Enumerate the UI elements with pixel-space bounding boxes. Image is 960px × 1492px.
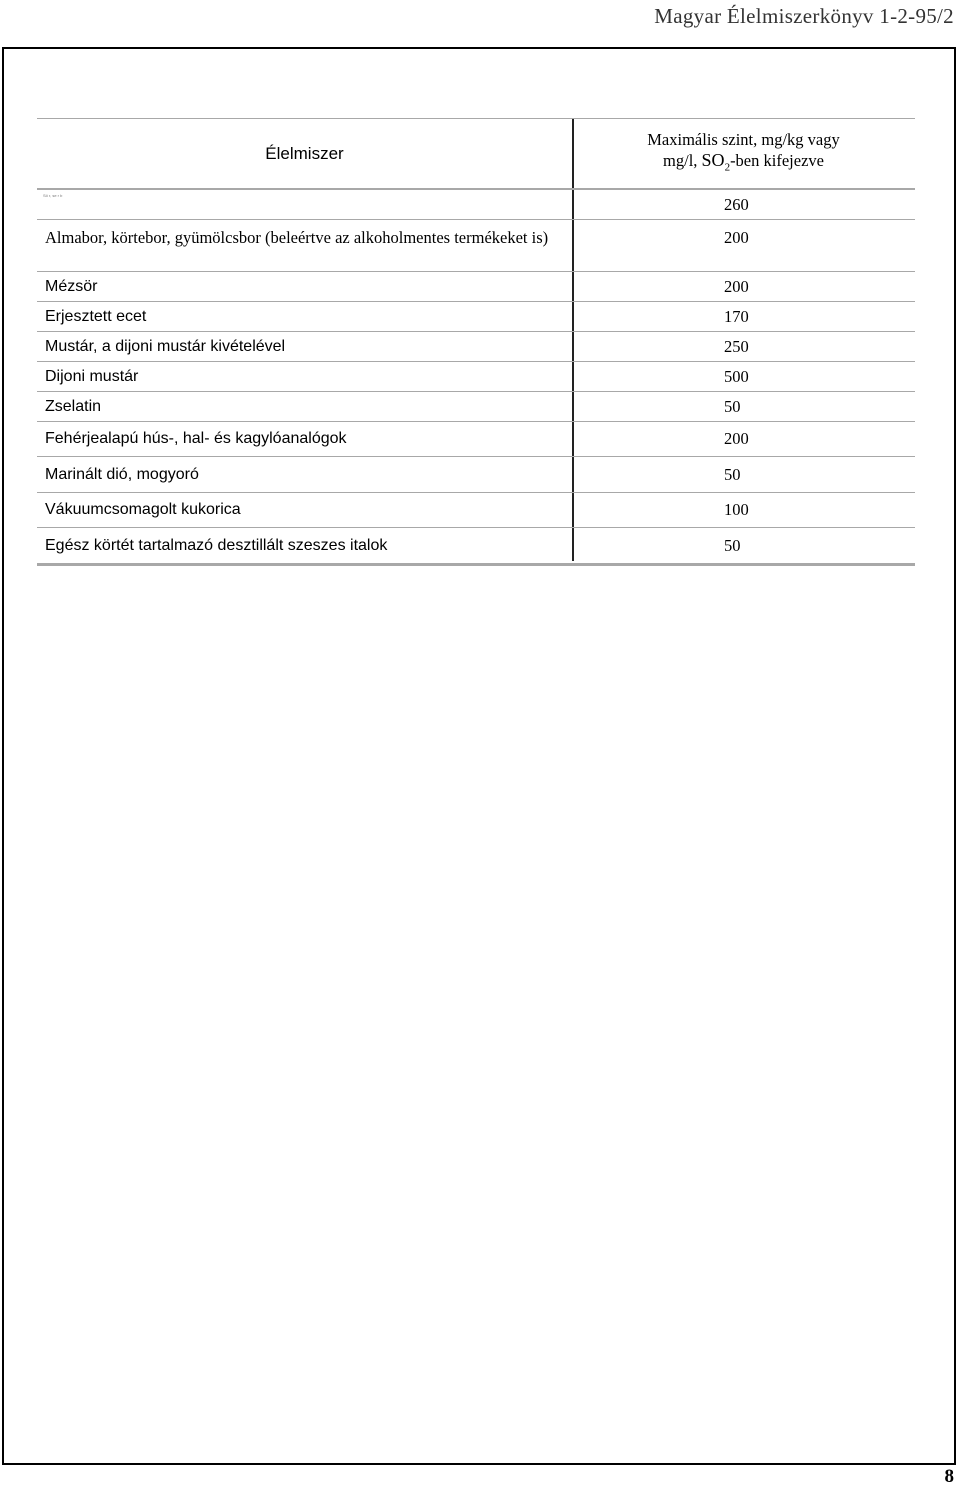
table-row — [37, 422, 915, 457]
header-max-level-prefix: mg/l, — [663, 150, 702, 170]
row-value: 250 — [724, 336, 749, 356]
header-so-subscript: 2 — [724, 161, 731, 174]
header-max-level-line1: Maximális szint, mg/kg vagy — [647, 129, 840, 149]
table-row — [37, 457, 915, 493]
row-food: Egész körtét tartalmazó desztillált szeszes italok — [45, 536, 388, 554]
table-header-row — [37, 118, 915, 190]
faint-label: Sö r, se r b — [43, 193, 63, 198]
row-food: Almabor, körtebor, gyümölcsbor (beleértve az alkoholmentes termékeket is) — [45, 228, 549, 247]
table-row — [37, 528, 915, 566]
table-row — [37, 302, 915, 332]
row-value: 200 — [724, 228, 749, 247]
row-value: 50 — [724, 396, 741, 416]
row-food: Erjesztett ecet — [45, 307, 147, 325]
page-number: 8 — [944, 1466, 954, 1487]
row-value: 260 — [724, 194, 749, 214]
row-value: 200 — [724, 276, 749, 296]
row-value: 500 — [724, 366, 749, 386]
row-food: Zselatin — [45, 397, 102, 415]
row-food: Fehérjealapú hús-, hal- és kagylóanalógok — [45, 430, 347, 447]
table-row — [37, 362, 915, 392]
row-value: 50 — [724, 535, 741, 555]
row-food: Vákuumcsomagolt kukorica — [45, 501, 241, 518]
header-so: SO — [701, 149, 725, 170]
table-row — [37, 272, 915, 302]
header-food: Élelmiszer — [265, 143, 344, 163]
page-header-title: Magyar Élelmiszerkönyv 1-2-95/2 — [654, 4, 954, 28]
table-row — [37, 220, 915, 272]
row-value: 100 — [724, 500, 749, 519]
row-food: Dijoni mustár — [45, 367, 139, 385]
row-food: Mustár, a dijoni mustár kivételével — [45, 337, 286, 355]
additive-limits-table — [37, 118, 915, 566]
row-value: 50 — [724, 464, 741, 484]
row-food: Mézsör — [45, 277, 98, 295]
table-row — [37, 332, 915, 362]
header-max-level-suffix: -ben kifejezve — [730, 150, 824, 170]
row-value: 200 — [724, 429, 749, 448]
row-food: Marinált dió, mogyoró — [45, 465, 199, 483]
table-row — [37, 190, 915, 220]
header-max-level — [572, 129, 915, 178]
table-row — [37, 493, 915, 528]
row-value: 170 — [724, 306, 749, 326]
table-row — [37, 392, 915, 422]
